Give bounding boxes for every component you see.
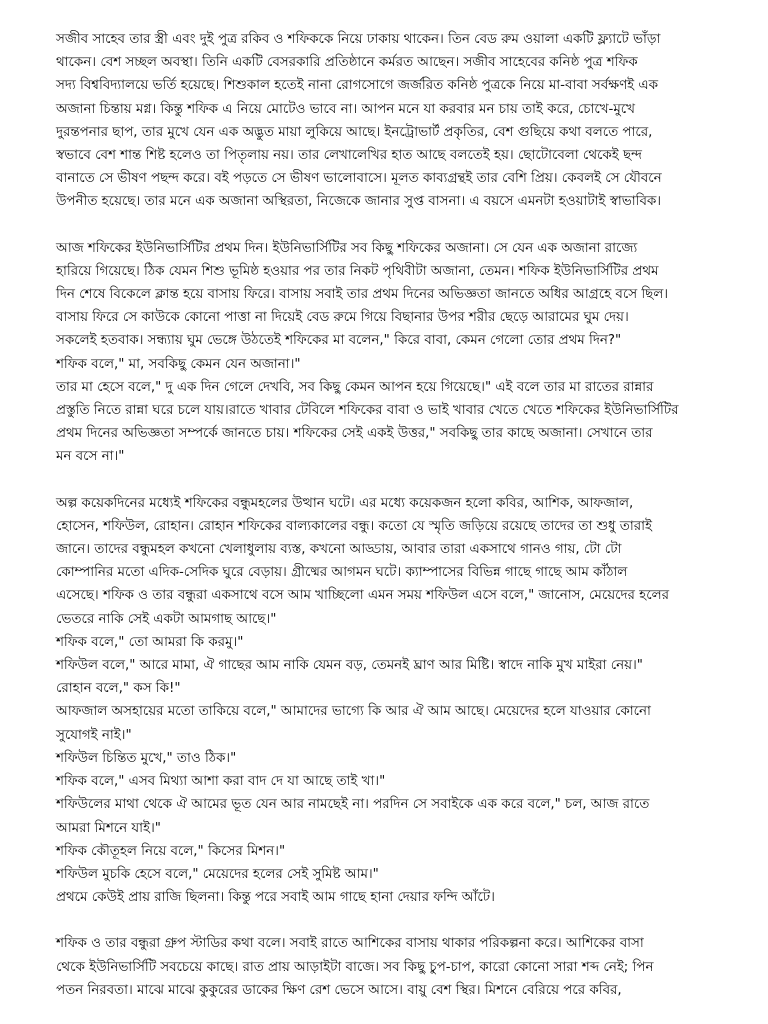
text-line: তার মা হেসে বলে," দু এক দিন গেলে দেখবি, সব কিছু কেমন আপন হয়ে গিয়েছে।" এই বলে তার মা রাতের রান্নার bbox=[56, 379, 654, 395]
text-line: কোম্পানির মতো এদিক-সেদিক ঘুরে বেড়ায়। গ্রীষ্মের আগমন ঘটে। ক্যাম্পাসের বিভিন্ন গাছে গাছে আম কাঁঠাল bbox=[56, 565, 628, 581]
text-line: থাকেন। বেশ সচ্ছল অবস্থা। তিনি একটি বেসরকারি প্রতিষ্ঠানে কর্মরত আছেন। সজীব সাহেবের কনিষ্ঠ পুত্র শফিক bbox=[56, 55, 638, 71]
text-line: হারিয়ে গিয়েছে। ঠিক যেমন শিশু ভূমিষ্ঠ হওয়ার পর তার নিকট পৃথিবীটা অজানা, তেমন। শফিক ইউনিভার্সিটির প্রথম bbox=[56, 263, 659, 279]
paragraph-friends-mango bbox=[56, 492, 712, 910]
text-line: সকলেই হতবাক। সন্ধ্যায় ঘুম ভেঙ্গে উঠতেই শফিকের মা বলেন," কিরে বাবা, কেমন গেলো তোর প্রথম দিন?" bbox=[56, 333, 622, 349]
text-line: প্রথমে কেউই প্রায় রাজি ছিলনা। কিন্তু পরে সবাই আম গাছে হানা দেয়ার ফন্দি আঁটে। bbox=[56, 890, 495, 906]
text-line: প্রস্তুতি নিতে রান্না ঘরে চলে যায়।রাতে খাবার টেবিলে শফিকের বাবা ও ভাই খাবার খেতে খেতে শফিকের ইউনিভার্সিটির bbox=[56, 403, 679, 419]
text-line: থেকে ইউনিভার্সিটি সবচেয়ে কাছে। রাত প্রায় আড়াইটা বাজে। সব কিছু চুপ-চাপ, কারো কোনো সারা শব্দ নেই; পিন bbox=[56, 959, 654, 975]
text-line: শফিক ও তার বন্ধুরা গ্রুপ স্টাডির কথা বলে। সবাই রাতে আশিকের বাসায় থাকার পরিকল্পনা করে। আশিকের বাসা bbox=[56, 936, 644, 952]
text-line: বানাতে সে ভীষণ পছন্দ করে। বই পড়তে সে ভীষণ ভালোবাসে। মূলত কাব্যগ্রন্থই তার বেশি প্রিয়। কেবলই সে যৌবনে bbox=[56, 171, 662, 187]
text-line: সদ্য বিশ্ববিদ্যালয়ে ভর্তি হয়েছে। শিশুকাল হতেই নানা রোগসোগে জর্জরিত কনিষ্ঠ পুত্রকে নিয়ে মা-বাবা সর্বক্ষণই এক bbox=[56, 78, 658, 94]
paragraph-spacer bbox=[56, 469, 712, 492]
text-line: পতন নিরবতা। মাঝে মাঝে কুকুরের ডাকের ক্ষিণ রেশ ভেসে আসে। বায়ু বেশ স্থির। মিশনে বেরিয়ে পরে কবির, bbox=[56, 982, 622, 998]
text-line: আমরা মিশনে যাই।" bbox=[56, 820, 161, 836]
text-line: উপনীত হয়েছে। তার মনে এক অজানা অস্থিরতা, নিজেকে জানার সুপ্ত বাসনা। এ বয়সে এমনটা হওয়াটাই স্বাভাবিক। bbox=[56, 194, 662, 210]
text-line: শফিক কৌতূহল নিয়ে বলে," কিসের মিশন।" bbox=[56, 843, 286, 859]
text-line: শফিক বলে," মা, সবকিছু কেমন যেন অজানা।" bbox=[56, 356, 301, 372]
text-line: আফজাল অসহায়ের মতো তাকিয়ে বলে," আমাদের ভাগ্যে কি আর ঐ আম আছে। মেয়েদের হলে যাওয়ার কোনো bbox=[56, 704, 651, 720]
text-line: দুরন্তপনার ছাপ, তার মুখে যেন এক অদ্ভুত মায়া লুকিয়ে আছে। ইনট্রোভার্ট প্রকৃতির, বেশ গুছিয়ে কথা বলতে পারে, bbox=[56, 124, 653, 140]
text-line: স্বভাবে বেশ শান্ত শিষ্ট হলেও তা পিতৃলায় নয়। তার লেখালেখির হাত আছে বলতেই হয়। ছোটোবেলা থেকেই ছন্দ bbox=[56, 148, 642, 164]
text-line: আজ শফিকের ইউনিভার্সিটির প্রথম দিন। ইউনিভার্সিটির সব কিছু শফিকের অজানা। সে যেন এক অজানা রাজ্যে bbox=[56, 240, 638, 256]
text-line: এসেছে। শফিক ও তার বন্ধুরা একসাথে বসে আম খাচ্ছিলো এমন সময় শফিউল এসে বলে," জানোস, মেয়েদের হলের bbox=[56, 588, 669, 604]
text-line: অল্প কয়েকদিনের মধ্যেই শফিকের বন্ধুমহলের উত্থান ঘটে। এর মধ্যে কয়েকজন হলো কবির, আশিক, আফজাল, bbox=[56, 495, 634, 511]
text-line: শফিউল চিন্তিত মুখে," তাও ঠিক।" bbox=[56, 750, 237, 766]
text-line: শফিউল মুচকি হেসে বলে," মেয়েদের হলের সেই সুমিষ্ট আম।" bbox=[56, 866, 379, 882]
text-line: দিন শেষে বিকেলে ক্লান্ত হয়ে বাসায় ফিরে। বাসায় সবাই তার প্রথম দিনের অভিজ্ঞতা জানতে অধির আগ্রহে বসে ছিল। bbox=[56, 287, 669, 303]
paragraph-spacer bbox=[56, 909, 712, 932]
text-line: অজানা চিন্তায় মগ্ন। কিন্তু শফিক এ নিয়ে মোটেও ভাবে না। আপন মনে যা করবার মন চায় তাই করে, চোখে-মুখে bbox=[56, 101, 635, 117]
text-line: শফিক বলে," এসব মিথ্যা আশা করা বাদ দে যা আছে তাই খা।" bbox=[56, 774, 386, 790]
text-line: সজীব সাহেব তার স্ত্রী এবং দুই পুত্র রকিব ও শফিককে নিয়ে ঢাকায় থাকেন। তিন বেড রুম ওয়ালা একটি ফ্ল্যাটে ভাঁড়া bbox=[56, 32, 661, 47]
text-line: হোসেন, শফিউল, রোহান। রোহান শফিকের বাল্যকালের বন্ধু। কতো যে স্মৃতি জড়িয়ে রয়েছে তাদের তা শুধু তারাই bbox=[56, 518, 652, 534]
text-line: প্রথম দিনের অভিজ্ঞতা সম্পর্কে জানতে চায়। শফিকের সেই একই উত্তর," সবকিছু তার কাছে অজানা। সেখানে তার bbox=[56, 426, 653, 442]
paragraph-family-intro bbox=[56, 28, 712, 214]
paragraph-first-day bbox=[56, 237, 712, 469]
text-line: বাসায় ফিরে সে কাউকে কোনো পাত্তা না দিয়েই বেড রুমে গিয়ে বিছানার উপর শরীর ছেড়ে আরামের ঘুম দেয়। bbox=[56, 310, 629, 326]
text-line: শফিউল বলে," আরে মামা, ঐ গাছের আম নাকি যেমন বড়, তেমনই ঘ্রাণ আর মিষ্টি। স্বাদে নাকি মুখ মাইরা নেয়।" bbox=[56, 658, 643, 674]
text-line: শফিউলের মাথা থেকে ঐ আমের ভূত যেন আর নামছেই না। পরদিন সে সবাইকে এক করে বলে," চল, আজ রাতে bbox=[56, 797, 650, 813]
text-line: জানে। তাদের বন্ধুমহল কখনো খেলাধুলায় ব্যস্ত, কখনো আড্ডায়, আবার তারা একসাথে গানও গায়, টো টো bbox=[56, 542, 622, 558]
document-page bbox=[56, 28, 712, 1002]
paragraph-spacer bbox=[56, 214, 712, 237]
text-line: সুযোগই নাই।" bbox=[56, 727, 132, 743]
text-line: রোহান বলে," কস কি!" bbox=[56, 681, 181, 697]
text-line: শফিক বলে," তো আমরা কি করমু।" bbox=[56, 634, 244, 650]
text-line: ভেতরে নাকি সেই একটা আমগাছ আছে।" bbox=[56, 611, 277, 627]
paragraph-night-mission bbox=[56, 932, 712, 1002]
text-line: মন বসে না।" bbox=[56, 449, 125, 465]
